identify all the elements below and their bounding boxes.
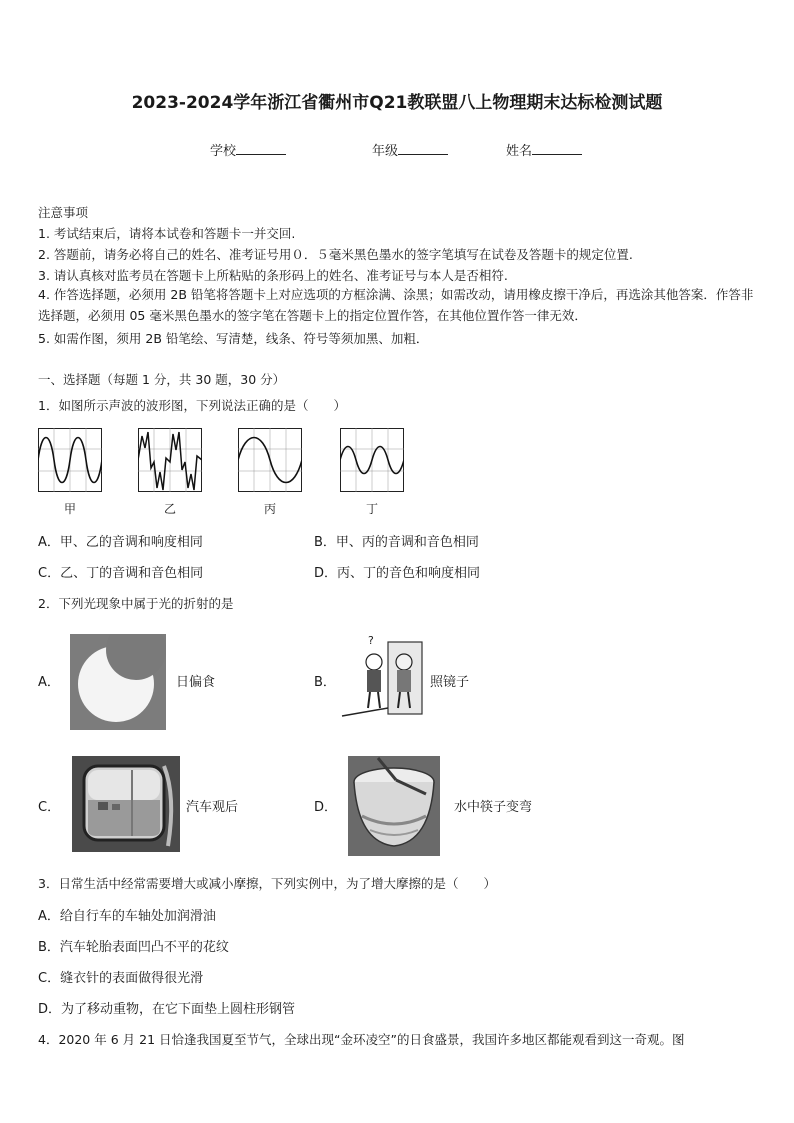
notice-item-5: 5. 如需作图，须用 2B 铅笔绘、写清楚，线条、符号等须加黑、加粗． — [38, 331, 429, 346]
waveform-bing — [238, 428, 302, 492]
school-field[interactable] — [210, 140, 286, 159]
waveform-yi — [138, 428, 202, 492]
q2-option-d-letter[interactable]: D． — [314, 800, 338, 815]
svg-text:?: ? — [368, 634, 374, 647]
mirror-image — [338, 632, 424, 720]
q2-option-b-letter[interactable]: B． — [314, 675, 336, 690]
q2-option-c-letter[interactable]: C． — [38, 800, 61, 815]
page-title: 2023-2024学年浙江省衢州市Q21教联盟八上物理期末达标检测试题 — [131, 93, 663, 113]
wave-label-bing: 丙 — [263, 502, 276, 516]
q2-option-a-caption: 日偏食 — [176, 675, 216, 690]
q3-stem: 3．日常生活中经常需要增大或减小摩擦，下列实例中，为了增大摩擦的是（ ） — [38, 876, 496, 891]
q2-option-d-caption: 水中筷子变弯 — [454, 800, 533, 815]
rearview-mirror-image — [72, 756, 180, 852]
section-heading: 一、选择题（每题 1 分，共 30 题，30 分） — [38, 372, 286, 387]
q3-option-c[interactable]: C．缝衣针的表面做得很光滑 — [38, 971, 204, 986]
school-blank[interactable] — [236, 142, 286, 155]
q3-option-a[interactable]: A．给自行车的车轴处加润滑油 — [38, 909, 216, 924]
q3-option-d[interactable]: D．为了移动重物，在它下面垫上圆柱形钢管 — [38, 1002, 296, 1017]
q2-option-c-caption: 汽车观后 — [186, 800, 239, 815]
wave-label-yi: 乙 — [163, 502, 176, 516]
q4-stem: 4．2020 年 6 月 21 日恰逢我国夏至节气，全球出现“金环凌空”的日食盛景，我国许多地区都能观看到这一奇观。图 — [38, 1032, 685, 1047]
q2-stem: 2．下列光现象中属于光的折射的是 — [38, 596, 234, 611]
q1-option-a[interactable]: A．甲、乙的音调和响度相同 — [38, 535, 203, 550]
q1-option-c[interactable]: C．乙、丁的音调和音色相同 — [38, 566, 204, 581]
q2-option-b-caption: 照镜子 — [430, 675, 470, 690]
name-blank[interactable] — [532, 142, 582, 155]
bent-chopsticks-image — [348, 756, 440, 856]
q1-stem: 1．如图所示声波的波形图，下列说法正确的是（ ） — [38, 398, 346, 413]
grade-field[interactable] — [372, 140, 448, 159]
name-label: 姓名 — [506, 144, 533, 159]
notice-item-4: 4. 作答选择题，必须用 2B 铅笔将答题卡上对应选项的方框涂满、涂黑；如需改动，请用橡皮擦干净后，再选涂其他答案．作答非选择题，必须用 05 毫米黑色墨水的签字笔在答题卡上的指定位置作答，在其他位置作答一律无效． — [38, 287, 754, 323]
school-label: 学校 — [210, 144, 237, 159]
q3-option-b[interactable]: B．汽车轮胎表面凹凸不平的花纹 — [38, 940, 229, 955]
q1-option-d[interactable]: D．丙、丁的音色和响度相同 — [314, 566, 481, 581]
grade-label: 年级 — [372, 144, 399, 159]
notice-heading: 注意事项 — [38, 205, 89, 220]
wave-label-jia: 甲 — [63, 502, 76, 516]
q1-option-b[interactable]: B．甲、丙的音调和音色相同 — [314, 535, 479, 550]
solar-eclipse-image — [70, 634, 166, 730]
grade-blank[interactable] — [398, 142, 448, 155]
notice-item-1: 1. 考试结束后，请将本试卷和答题卡一并交回. — [38, 226, 296, 241]
q2-option-a-letter[interactable]: A． — [38, 675, 60, 690]
name-field[interactable] — [506, 140, 582, 159]
notice-item-2: 2. 答题前，请务必将自己的姓名、准考证号用０．５毫米黑色墨水的签字笔填写在试卷及答题卡的规定位置. — [38, 247, 633, 262]
waveform-ding — [340, 428, 404, 492]
wave-label-ding: 丁 — [365, 502, 378, 516]
notice-item-3: 3. 请认真核对监考员在答题卡上所粘贴的条形码上的姓名、准考证号与本人是否相符. — [38, 268, 508, 283]
waveform-jia — [38, 428, 102, 492]
